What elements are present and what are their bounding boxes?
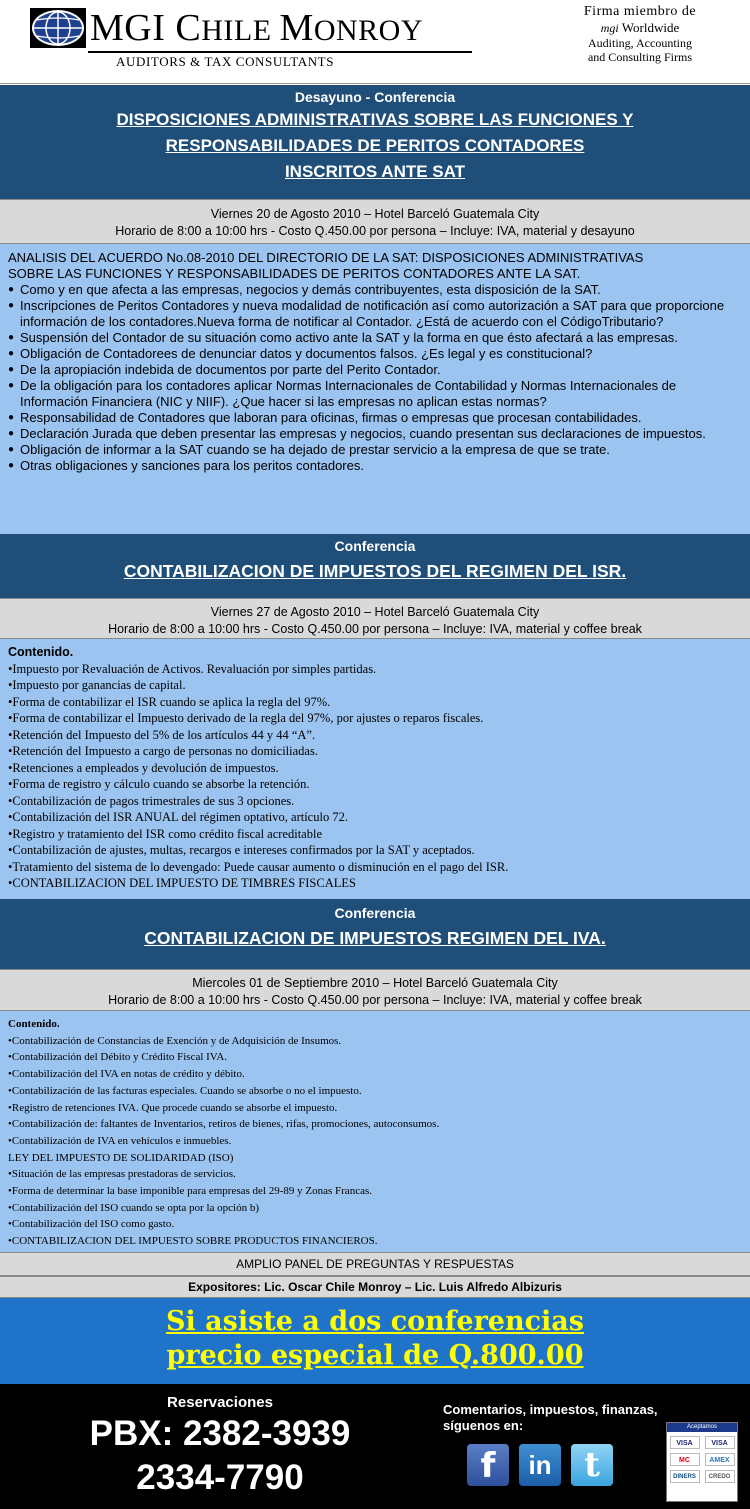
brand-part: HILE bbox=[201, 14, 280, 47]
list-item: •Contabilización de las facturas especiales. Cuando se absorbe o no el impuesto. bbox=[8, 1084, 362, 1097]
list-item: ● Inscripciones de Peritos Contadores y nueva modalidad de notificación así como autorización a SAT para que proporcione información de los contadores.Nueva forma de notificar al Contador. ¿Está de acuerdo con el CódigoTributario? bbox=[8, 298, 742, 330]
conf3-date: Miercoles 01 de Septiembre 2010 – Hotel Barceló Guatemala City bbox=[192, 976, 558, 990]
list-item: •Registro de retenciones IVA. Que procede cuando se absorbe el impuesto. bbox=[8, 1101, 338, 1114]
promo-banner bbox=[0, 1298, 750, 1384]
page-header bbox=[0, 0, 750, 84]
brand-part: ONROY bbox=[313, 14, 424, 47]
list-item: •Contabilización del ISR ANUAL del régimen optativo, artículo 72. bbox=[8, 810, 348, 824]
list-item: ● Como y en que afecta a las empresas, negocios y demás contribuyentes, esta disposición de la SAT. bbox=[8, 282, 742, 298]
conf2-date: Viernes 27 de Agosto 2010 – Hotel Barceló Guatemala City bbox=[210, 605, 540, 619]
list-item: •Contabilización de Constancias de Exención y de Adquisición de Insumos. bbox=[8, 1034, 342, 1047]
conf1-title-line-3: INSCRITOS ANTE SAT bbox=[284, 162, 466, 181]
conf2-title-band bbox=[0, 534, 750, 598]
list-item: •Forma de contabilizar el ISR cuando se aplica la regla del 97%. bbox=[8, 694, 331, 709]
list-item: •Forma de contabilizar el Impuesto derivado de la regla del 97%, por ajustes o reparos fiscales. bbox=[8, 711, 484, 725]
list-item: •Impuesto por Revaluación de Activos. Revaluación por simples partidas. bbox=[8, 661, 377, 676]
conf2-title: CONTABILIZACION DE IMPUESTOS DEL REGIMEN DEL ISR. bbox=[123, 561, 627, 581]
list-item: ● De la obligación para los contadores aplicar Normas Internacionales de Contabilidad y Normas Internacionales de Información Financiera (NIC y NIIF). ¿Que hacer si las empresas no aplican estas normas? bbox=[8, 378, 742, 410]
conf2-content bbox=[0, 639, 750, 899]
list-item: •Contabilización de pagos trimestrales de sus 3 opciones. bbox=[8, 793, 295, 808]
globe-icon bbox=[30, 8, 86, 48]
conf2-kicker: Conferencia bbox=[334, 538, 416, 554]
list-item: •CONTABILIZACION DEL IMPUESTO DE TIMBRES FISCALES bbox=[8, 876, 356, 890]
conf1-title-band bbox=[0, 85, 750, 199]
payment-cards-icon bbox=[666, 1422, 738, 1502]
list-item: •CONTABILIZACION DEL IMPUESTO SOBRE PRODUCTOS FINANCIEROS. bbox=[8, 1235, 378, 1248]
list-item: •Contabilización del ISO como gasto. bbox=[8, 1218, 175, 1231]
list-item: •Contabilización del Débito y Crédito Fiscal IVA. bbox=[8, 1051, 228, 1064]
firm-line-2 bbox=[555, 20, 725, 36]
conf2-topic-list bbox=[8, 661, 742, 892]
firm-line-1: Firma miembro de bbox=[583, 4, 697, 19]
cards-header: Aceptamos bbox=[667, 1423, 737, 1432]
brand-part: M bbox=[279, 7, 314, 49]
list-item: •Retención del Impuesto a cargo de personas no domiciliadas. bbox=[8, 744, 318, 758]
promo-line-2: precio especial de Q.800.00 bbox=[166, 1340, 584, 1371]
phone-pbx[interactable]: PBX: 2382-3939 bbox=[89, 1414, 351, 1453]
visa-card-icon: VISA bbox=[705, 1436, 735, 1449]
brand-part: MGI C bbox=[90, 7, 202, 49]
list-item: •Retención del Impuesto del 5% de los artículos 44 y 44 “A”. bbox=[8, 727, 316, 742]
brand-name bbox=[90, 6, 423, 50]
list-item: ● Suspensión del Contador de su situación como activo ante la SAT y la forma en que ésto afectará a las empresas. bbox=[8, 330, 742, 346]
conf1-date: Viernes 20 de Agosto 2010 – Hotel Barceló Guatemala City bbox=[210, 207, 540, 221]
list-item: ● Otras obligaciones y sanciones para los peritos contadores. bbox=[8, 458, 742, 474]
conf3-topic-list bbox=[8, 1033, 742, 1250]
firm-membership bbox=[555, 4, 725, 64]
list-item: •Tratamiento del sistema de lo devengado: Puede causar aumento o disminución en el pago del ISR. bbox=[8, 859, 509, 874]
facebook-icon[interactable]: f bbox=[467, 1444, 509, 1486]
list-item: ● Declaración Jurada que deben presentar las empresas y negocios, cuando presentan sus declaraciones de impuestos. bbox=[8, 426, 742, 442]
list-item: •Forma de registro y cálculo cuando se absorbe la retención. bbox=[8, 777, 310, 791]
conf2-content-label: Contenido. bbox=[8, 645, 74, 659]
list-item: ● Obligación de informar a la SAT cuando se ha dejado de prestar servicio a la empresa de que se trate. bbox=[8, 442, 742, 458]
list-item: ● Obligación de Contadorees de denunciar datos y documentos falsos. ¿Es legal y es constitucional? bbox=[8, 346, 742, 362]
list-item: •Impuesto por ganancias de capital. bbox=[8, 678, 186, 692]
list-item: ● Responsabilidad de Contadores que laboran para oficinas, firmas o empresas que procesan contabilidades. bbox=[8, 410, 742, 426]
list-item: •Contabilización de: faltantes de Inventarios, retiros de bienes, rifas, promociones, autoconsumos. bbox=[8, 1118, 440, 1131]
conf1-schedule: Horario de 8:00 a 10:00 hrs - Costo Q.450.00 por persona – Incluye: IVA, material y desayuno bbox=[115, 224, 635, 238]
conf3-title: CONTABILIZACION DE IMPUESTOS REGIMEN DEL IVA. bbox=[144, 928, 606, 948]
phone-secondary[interactable]: 2334-7790 bbox=[136, 1458, 304, 1497]
list-item: ● De la apropiación indebida de documentos por parte del Perito Contador. bbox=[8, 362, 742, 378]
promo-line-1: Si asiste a dos conferencias bbox=[165, 1306, 585, 1337]
conf1-intro-2: SOBRE LAS FUNCIONES Y RESPONSABILIDADES DE PERITOS CONTADORES ANTE LA SAT. bbox=[8, 266, 581, 281]
conf1-info-strip bbox=[0, 199, 750, 244]
conf3-kicker: Conferencia bbox=[334, 905, 416, 921]
list-item: LEY DEL IMPUESTO DE SOLIDARIDAD (ISO) bbox=[8, 1151, 234, 1164]
conf1-topic-list bbox=[8, 282, 742, 474]
firm-line-3: Auditing, Accounting bbox=[588, 36, 692, 50]
conf3-schedule: Horario de 8:00 a 10:00 hrs - Costo Q.450.00 por persona – Incluye: IVA, material y coffee break bbox=[108, 993, 642, 1007]
firm-worldwide: Worldwide bbox=[621, 20, 680, 35]
list-item: •Situación de las empresas prestadoras de servicios. bbox=[8, 1168, 236, 1181]
amex-card-icon: AMEX bbox=[705, 1453, 735, 1466]
twitter-icon[interactable]: t bbox=[571, 1444, 613, 1486]
conf1-content bbox=[0, 244, 750, 534]
brand-divider bbox=[88, 51, 472, 53]
conf2-info-strip bbox=[0, 598, 750, 639]
visa-card-icon: VISA bbox=[670, 1436, 700, 1449]
firm-mgi: mgi bbox=[600, 21, 619, 35]
qa-panel-strip bbox=[0, 1252, 750, 1276]
conf3-content-label: Contenido. bbox=[8, 1018, 60, 1030]
list-item: •Retenciones a empleados y devolución de impuestos. bbox=[8, 760, 279, 775]
conf1-kicker: Desayuno - Conferencia bbox=[294, 89, 456, 105]
page-footer bbox=[0, 1384, 750, 1509]
reservations-label: Reservaciones bbox=[167, 1394, 273, 1411]
conf3-content bbox=[0, 1011, 750, 1252]
list-item: •Contabilización del ISO cuando se opta por la opción b) bbox=[8, 1201, 259, 1214]
conf2-schedule: Horario de 8:00 a 10:00 hrs - Costo Q.450.00 por persona – Incluye: IVA, material y coffee break bbox=[108, 622, 642, 636]
credo-card-icon: CREDO bbox=[705, 1470, 735, 1483]
conf3-info-strip bbox=[0, 969, 750, 1011]
social-follow-text: Comentarios, impuestos, finanzas, síguenos en: bbox=[443, 1402, 658, 1433]
list-item: •Contabilización de IVA en vehículos e inmuebles. bbox=[8, 1134, 232, 1147]
conf1-intro-1: ANALISIS DEL ACUERDO No.08-2010 DEL DIRECTORIO DE LA SAT: DISPOSICIONES ADMINISTRATIVAS bbox=[8, 250, 644, 265]
conf1-title-line-2: RESPONSABILIDADES DE PERITOS CONTADORES bbox=[165, 136, 585, 155]
linkedin-icon[interactable]: in bbox=[519, 1444, 561, 1486]
mastercard-icon: MC bbox=[670, 1453, 700, 1466]
brand-tagline: AUDITORS & TAX CONSULTANTS bbox=[116, 54, 335, 69]
diners-card-icon: DINERS bbox=[670, 1470, 700, 1483]
conf1-title-line-1: DISPOSICIONES ADMINISTRATIVAS SOBRE LAS FUNCIONES Y bbox=[116, 110, 634, 129]
list-item: •Contabilización de ajustes, multas, recargos e intereses confirmados por la SAT y aceptados. bbox=[8, 843, 475, 857]
list-item: •Registro y tratamiento del ISR como crédito fiscal acreditable bbox=[8, 826, 322, 841]
speakers-strip bbox=[0, 1276, 750, 1298]
qa-panel-text: AMPLIO PANEL DE PREGUNTAS Y RESPUESTAS bbox=[236, 1257, 514, 1271]
speakers-text: Expositores: Lic. Oscar Chile Monroy – Lic. Luis Alfredo Albizuris bbox=[188, 1280, 562, 1294]
list-item: •Forma de determinar la base imponible para empresas del 29-89 y Zonas Francas. bbox=[8, 1185, 372, 1198]
conf3-title-band bbox=[0, 899, 750, 969]
list-item: •Contabilización del IVA en notas de crédito y débito. bbox=[8, 1068, 245, 1081]
firm-line-4: and Consulting Firms bbox=[587, 50, 692, 64]
